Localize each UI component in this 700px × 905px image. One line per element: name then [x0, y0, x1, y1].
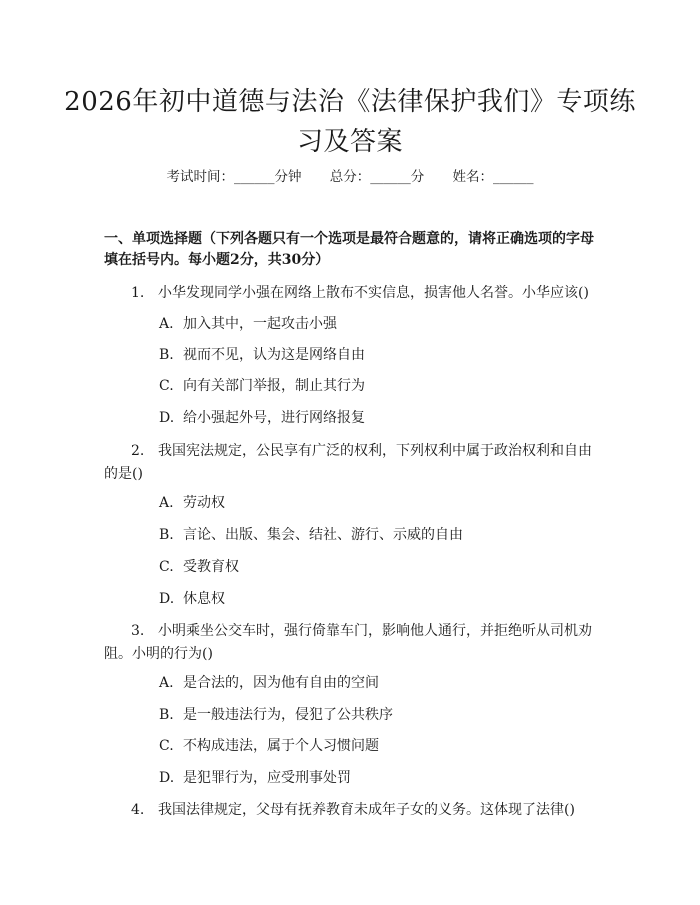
- option-3b: [159, 705, 599, 725]
- option-text: 向有关部门举报，制止其行为: [183, 378, 365, 394]
- option-3c: [159, 736, 599, 756]
- option-text: 不构成违法，属于个人习惯问题: [183, 738, 379, 754]
- option-text: 休息权: [183, 591, 225, 607]
- question-text: 我国宪法规定，公民享有广泛的权利，下列权利中属于政治权利和自由的是(): [104, 443, 592, 482]
- option-2a: [159, 493, 599, 513]
- page-title: 2026年初中道德与法治《法律保护我们》专项练习及答案: [64, 87, 636, 157]
- option-text: 是合法的，因为他有自由的空间: [183, 675, 379, 691]
- option-3a: [159, 673, 599, 693]
- option-1d: [159, 408, 599, 428]
- option-3d: [159, 768, 599, 788]
- option-2c: [159, 557, 599, 577]
- option-letter: C.: [159, 559, 174, 575]
- total-score: 总分：______分: [329, 169, 425, 185]
- question-number: 2.: [131, 443, 145, 459]
- option-text: 加入其中，一起攻击小强: [183, 316, 337, 332]
- option-letter: D.: [159, 770, 175, 786]
- section-heading: 一、单项选择题（下列各题只有一个选项是最符合题意的，请将正确选项的字母填在括号内。每小题2分，共30分）: [104, 231, 594, 268]
- option-text: 言论、出版、集会、结社、游行、示威的自由: [183, 527, 463, 543]
- option-letter: B.: [159, 347, 174, 363]
- exam-time: 考试时间：______分钟: [166, 169, 302, 185]
- option-letter: C.: [159, 738, 174, 754]
- question-text: 我国法律规定，父母有抚养教育未成年子女的义务。这体现了法律(): [158, 802, 575, 818]
- question-number: 1.: [131, 285, 145, 301]
- option-1b: [159, 345, 599, 365]
- option-letter: A.: [159, 495, 174, 511]
- option-letter: D.: [159, 591, 175, 607]
- question-4: [104, 799, 604, 822]
- option-letter: A.: [159, 675, 174, 691]
- option-letter: D.: [159, 410, 175, 426]
- option-letter: B.: [159, 707, 174, 723]
- option-text: 劳动权: [183, 495, 225, 511]
- option-text: 给小强起外号，进行网络报复: [183, 410, 365, 426]
- option-2d: [159, 589, 599, 609]
- question-text: 小华发现同学小强在网络上散布不实信息，损害他人名誉。小华应该(): [158, 285, 589, 301]
- option-letter: C.: [159, 378, 174, 394]
- question-3: [104, 620, 604, 666]
- option-2b: [159, 525, 599, 545]
- option-text: 是一般违法行为，侵犯了公共秩序: [183, 707, 393, 723]
- option-letter: A.: [159, 316, 174, 332]
- student-name: 姓名：______: [452, 169, 534, 185]
- question-1: [104, 282, 604, 305]
- question-text: 小明乘坐公交车时，强行倚靠车门，影响他人通行，并拒绝听从司机劝阻。小明的行为(): [104, 623, 592, 662]
- option-letter: B.: [159, 527, 174, 543]
- exam-meta: [0, 167, 700, 187]
- question-number: 3.: [131, 623, 145, 639]
- option-text: 视而不见，认为这是网络自由: [183, 347, 365, 363]
- question-2: [104, 440, 604, 486]
- question-number: 4.: [131, 802, 145, 818]
- option-1c: [159, 376, 599, 396]
- option-text: 受教育权: [183, 559, 239, 575]
- option-1a: [159, 314, 599, 334]
- option-text: 是犯罪行为，应受刑事处罚: [183, 770, 351, 786]
